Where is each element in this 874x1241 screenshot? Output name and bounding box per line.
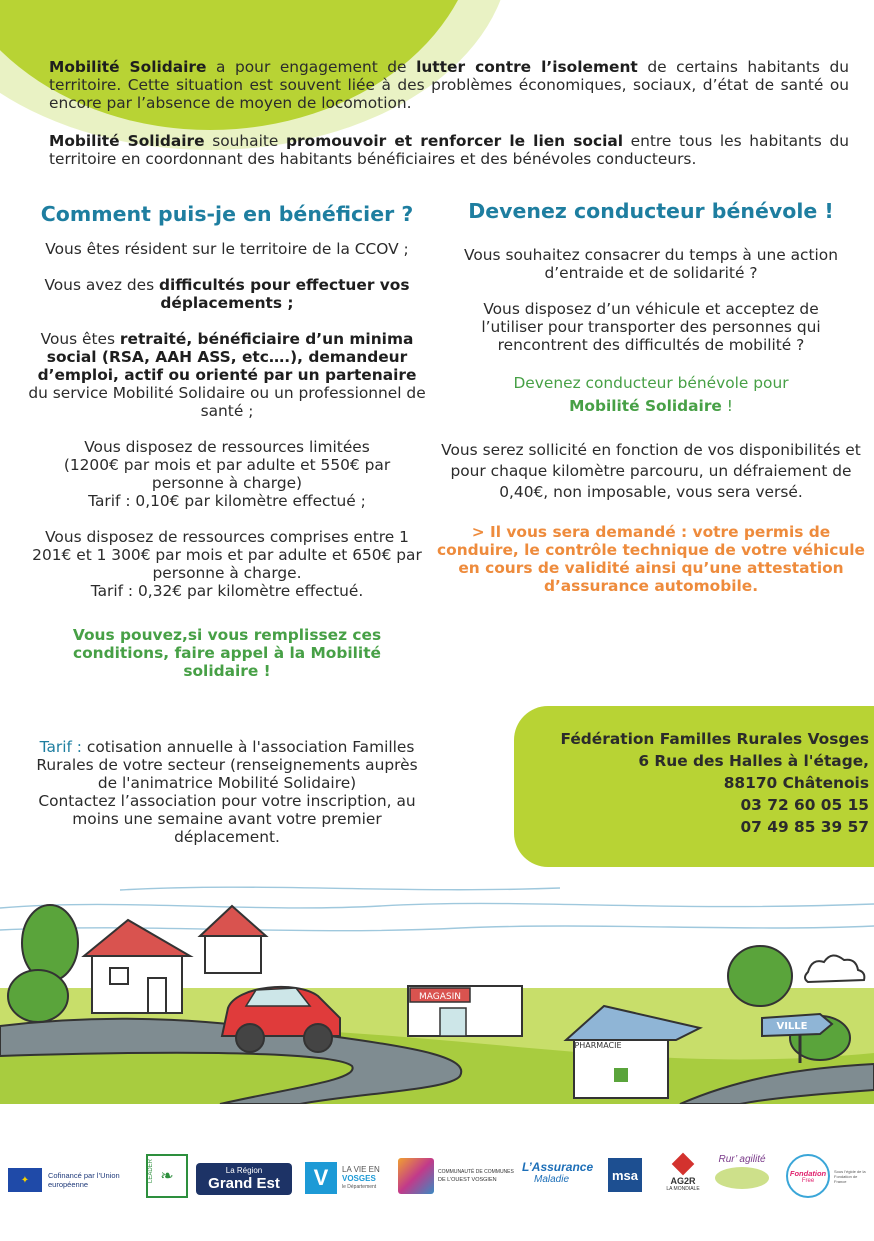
rural-icon	[715, 1167, 769, 1189]
fondation-free-logo	[786, 1154, 870, 1198]
assurance-maladie-logo	[522, 1160, 600, 1185]
condition-2-text: Vous avez des	[44, 276, 159, 294]
contact-street: 6 Rue des Halles à l'étage,	[638, 752, 869, 770]
grand-est-text: Grand Est	[208, 1175, 280, 1192]
volunteer-call-end: !	[721, 397, 733, 415]
fondation-text-b: Free	[801, 1177, 815, 1184]
grand-est-small: La Région	[225, 1166, 263, 1175]
contact-phone-1[interactable]: 03 72 60 05 15	[740, 796, 869, 814]
leader-icon: ❧	[146, 1154, 188, 1198]
fondation-text-c: Sous l’égide de la Fondation de France	[834, 1168, 866, 1184]
fondation-text: Fondation	[789, 1168, 827, 1178]
intro-2-bold-2: promouvoir et renforcer le lien social	[286, 132, 624, 150]
ccov-text-b: DE L’OUEST VOSGIEN	[438, 1177, 497, 1183]
ccov-logo	[398, 1158, 516, 1194]
intro-1-bold-2: lutter contre l’isolement	[416, 58, 638, 76]
ag2r-text-a: AG2R	[670, 1176, 696, 1186]
contact-city: 88170 Châtenois	[723, 774, 869, 792]
intro-paragraph-2	[49, 132, 849, 168]
condition-4-tarif: Tarif : 0,10€ par kilomètre effectué ;	[88, 492, 366, 510]
condition-3-bold: retraité, bénéficiaire d’un minima social (RSA, AAH ASS, etc….), demandeur d’emploi, actif ou orienté par un partenaire	[37, 330, 417, 384]
house-left	[84, 920, 190, 1013]
eu-logo	[8, 1168, 136, 1192]
rural-text: Rur’ agilité	[718, 1154, 766, 1165]
shop-building	[408, 986, 522, 1036]
volunteer-call-bold: Mobilité Solidaire	[569, 397, 722, 415]
tarif-block	[28, 738, 426, 846]
vosges-text-c: le Département	[342, 1183, 377, 1190]
volunteer-title: Devenez conducteur bénévole !	[468, 199, 834, 223]
intro-2-bold-1: Mobilité Solidaire	[49, 132, 205, 150]
beneficiary-condition-5	[28, 528, 426, 600]
condition-5-line-1: Vous disposez de ressources comprises entre 1 201€ et 1 300€ par mois et par adulte et 650€ par personne à charge.	[32, 528, 422, 582]
msa-logo	[608, 1158, 642, 1192]
condition-3-text-2: du service Mobilité Solidaire ou un professionnel de santé ;	[28, 384, 426, 420]
beneficiary-title: Comment puis-je en bénéficier ?	[40, 202, 414, 226]
beneficiary-condition-1: Vous êtes résident sur le territoire de la CCOV ;	[45, 240, 409, 258]
volunteer-requirements: > Il vous sera demandé : votre permis de conduire, le contrôle technique de votre véhicule en cours de validité ainsi qu’une attestation d’assurance automobile.	[437, 523, 865, 595]
assurance-text-b: Maladie	[534, 1174, 570, 1185]
contact-phone-2[interactable]: 07 49 85 39 57	[740, 818, 869, 836]
beneficiary-condition-3	[28, 330, 426, 420]
ag2r-icon	[672, 1153, 695, 1176]
beneficiary-condition-4	[28, 438, 426, 510]
leader-logo	[146, 1154, 188, 1198]
eu-text: Cofinancé par l’Union européenne	[48, 1171, 120, 1189]
intro-text	[49, 58, 849, 188]
cloud-doodles	[805, 955, 864, 982]
pharmacy-sign-text: PHARMACIE	[574, 1041, 622, 1050]
intro-1-text-1: a pour engagement de	[206, 58, 417, 76]
eu-flag-icon: ✦	[8, 1168, 42, 1192]
volunteer-question-1: Vous souhaitez consacrer du temps à une action d’entraide et de solidarité ?	[464, 246, 838, 282]
contact-details	[560, 728, 869, 838]
vosges-logo	[305, 1162, 395, 1194]
tarif-text: cotisation annuelle à l'association Familles Rurales de votre secteur (renseignements auprès de l'animatrice Mobilité Solidaire)	[36, 738, 418, 792]
volunteer-question-2: Vous disposez d’un véhicule et acceptez de l’utiliser pour transporter des personnes qui rencontrent des difficultés de mobilité ?	[481, 300, 821, 354]
vosges-text-b: VOSGES	[342, 1173, 376, 1183]
town-illustration	[0, 868, 874, 1104]
volunteer-call-text: Devenez conducteur bénévole pour	[513, 374, 789, 392]
beneficiary-section	[28, 202, 426, 698]
contact-box	[514, 706, 874, 867]
condition-3-text-1: Vous êtes	[40, 330, 120, 348]
grand-est-logo	[196, 1163, 292, 1195]
leader-text: LEADER	[148, 1158, 155, 1184]
condition-4-line-1: Vous disposez de ressources limitées	[84, 438, 370, 456]
msa-text: msa	[611, 1167, 639, 1183]
beneficiary-highlight: Vous pouvez,si vous remplissez ces conditions, faire appel à la Mobilité solidaire !	[72, 626, 382, 680]
condition-5-tarif: Tarif : 0,32€ par kilomètre effectué.	[90, 582, 364, 600]
condition-4-line-2: (1200€ par mois et par adulte et 550€ par personne à charge)	[63, 456, 391, 492]
partner-logos	[0, 1150, 874, 1210]
town-sign-text: VILLE	[776, 1021, 808, 1032]
intro-2-text-2: entre tous les habitants du territoire en coordonnant des habitants bénéficiaires et des bénévoles conducteurs.	[49, 132, 849, 168]
ccov-text-a: COMMUNAUTÉ DE COMMUNES	[438, 1169, 514, 1175]
tarif-label: Tarif :	[39, 738, 82, 756]
volunteer-call	[436, 372, 866, 418]
vosges-text-a: LA VIE EN	[342, 1164, 380, 1174]
ccov-icon	[398, 1158, 434, 1194]
house-middle	[200, 906, 266, 973]
tarif-contact-text: Contactez l’association pour votre inscription, au moins une semaine avant votre premier déplacement.	[38, 792, 416, 846]
vosges-icon: V	[305, 1162, 337, 1194]
beneficiary-condition-2	[28, 276, 426, 312]
volunteer-compensation: Vous serez sollicité en fonction de vos disponibilités et pour chaque kilomètre parcouru, un défraiement de 0,40€, non imposable, vous sera versé.	[441, 441, 861, 501]
intro-1-bold-1: Mobilité Solidaire	[49, 58, 207, 76]
assurance-text-a: L’Assurance	[522, 1160, 594, 1174]
ag2r-text-b: LA MONDIALE	[666, 1186, 700, 1192]
fondation-icon	[786, 1154, 830, 1198]
shop-sign-text: MAGASIN	[419, 992, 461, 1002]
intro-paragraph-1	[49, 58, 849, 112]
condition-2-bold: difficultés pour effectuer vos déplacements ;	[158, 276, 410, 312]
intro-1-text-2: de certains habitants du territoire. Cette situation est souvent liée à des problèmes économiques, sociaux, d’état de santé ou encore par l’absence de moyen de locomotion.	[49, 58, 850, 112]
rural-logo	[710, 1154, 774, 1189]
ag2r-logo	[660, 1156, 706, 1192]
intro-2-text-1: souhaite	[204, 132, 287, 150]
contact-org: Fédération Familles Rurales Vosges	[560, 730, 869, 748]
volunteer-section	[436, 199, 866, 613]
